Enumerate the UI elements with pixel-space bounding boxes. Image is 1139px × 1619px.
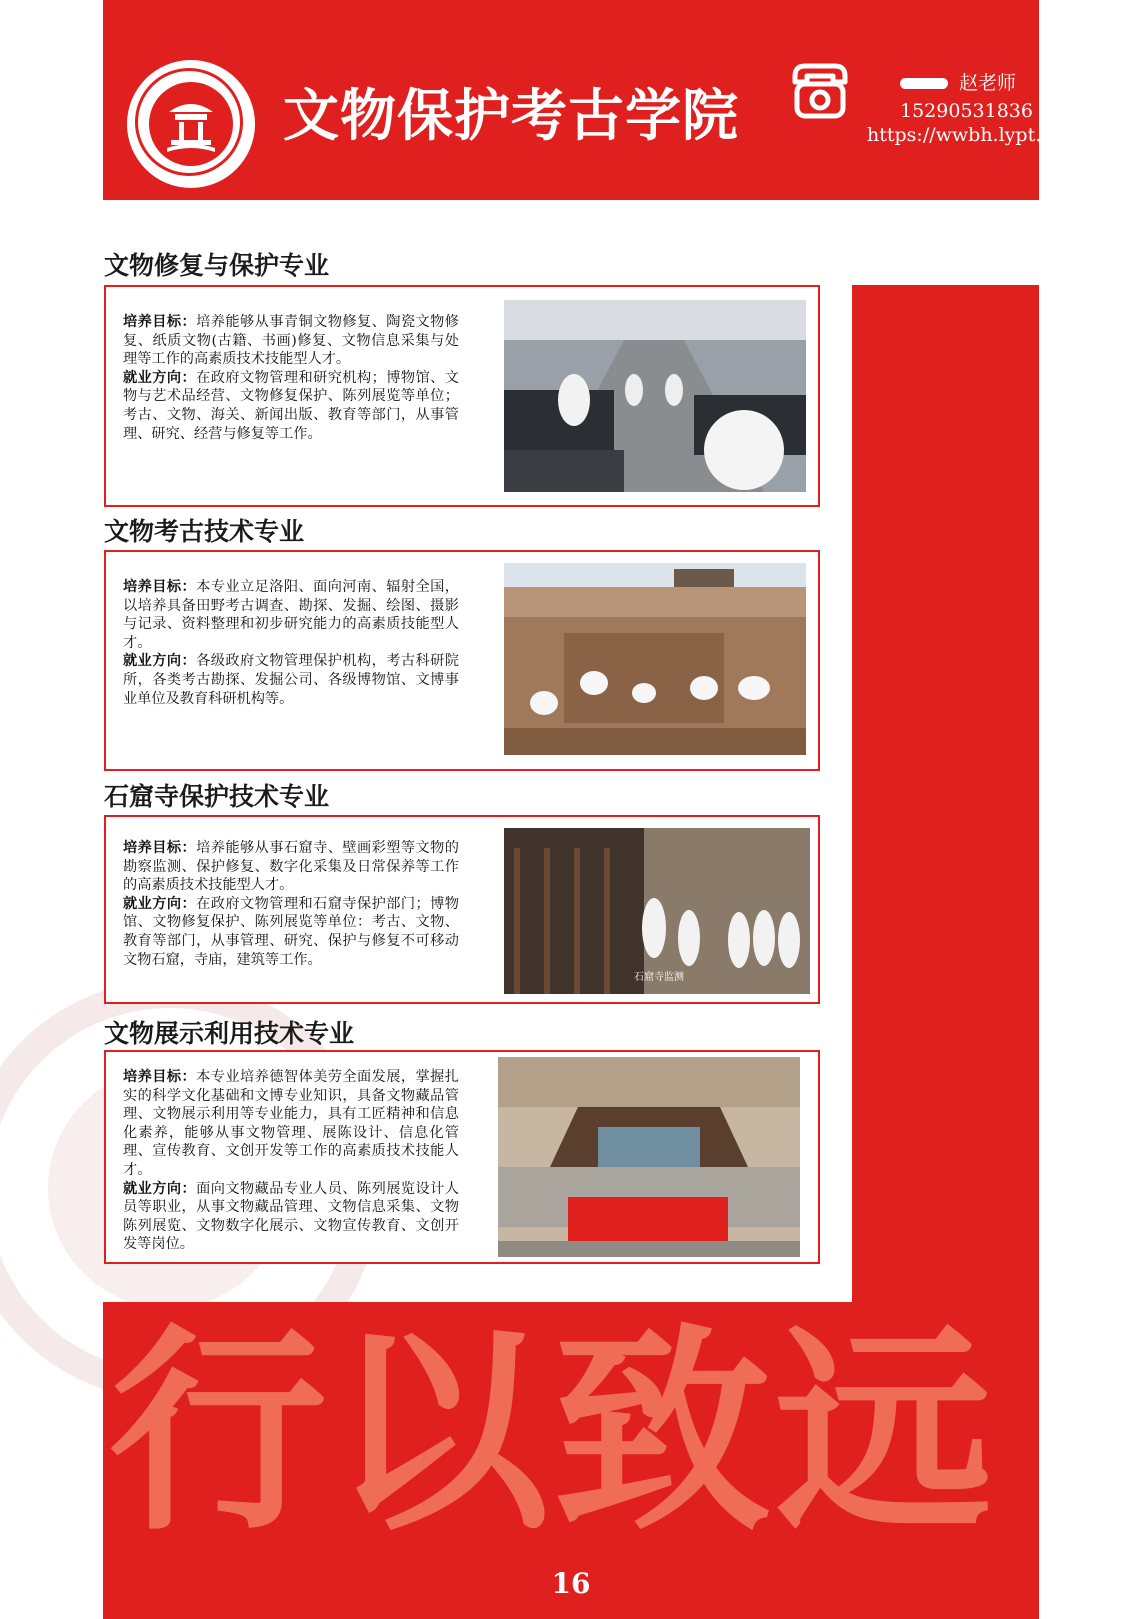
contact-url-link[interactable]: https://wwbh.lypt.edu.cn/ [867,124,1113,146]
card-grotto [104,815,820,1004]
photo-grotto-monitoring [504,828,810,994]
school-logo [127,60,255,188]
contact-dash [900,78,948,89]
career-label: 就业方向： [123,369,197,386]
card-exhibition [104,1050,820,1264]
photo-excavation-site [504,563,806,755]
side-red-band [852,285,1039,1310]
section-title-restoration: 文物修复与保护专业 [104,251,330,280]
photo-restoration-lab [504,300,806,492]
career-text: 在政府文物管理和研究机构；博物馆、文物与艺术品经营、文物修复保护、陈列展览等单位；考古、文物、海关、新闻出版、教育等部门，从事管理、研究、经营与修复等工作。 [123,369,459,442]
telephone-icon [789,62,851,120]
card-archaeology [104,550,820,771]
slogan-text: 行以致远 [109,1304,997,1560]
goal-text: 本专业培养德智体美劳全面发展，掌握扎实的科学文化基础和文博专业知识，具备文物藏品管理、文物展示利用等专业能力，具有工匠精神和信息化素养，能够从事文物管理、展陈设计、信息化管理、宣传教育、文创开发等工作的高素质技术技能人才。 [123,1069,459,1178]
card-restoration [104,285,820,507]
career-label: 就业方向： [123,895,197,912]
contact-name: 赵老师 [959,72,1017,94]
career-text: 各级政府文物管理保护机构，考古科研院所，各类考古勘探、发掘公司、各级博物馆、文博事业单位及教育科研机构等。 [123,653,459,707]
goal-text: 培养能够从事石窟寺、壁画彩塑等文物的勘察监测、保护修复、数字化采集及日常保养等工作的高素质技术技能型人才。 [123,840,459,894]
goal-label: 培养目标： [123,1069,197,1085]
card-text-exhibition [123,1068,459,1254]
logo-emblem [149,82,233,166]
section-title-archaeology: 文物考古技术专业 [104,517,305,546]
card-text-grotto [123,839,459,969]
section-title-grotto: 石窟寺保护技术专业 [104,782,330,811]
goal-label: 培养目标： [123,314,197,330]
goal-text: 培养能够从事青铜文物修复、陶瓷文物修复、纸质文物(古籍、书画)修复、文物信息采集与处理等工作的高素质技术技能型人才。 [123,314,459,368]
page-number: 16 [551,1567,591,1600]
section-title-exhibition: 文物展示利用技术专业 [104,1019,355,1048]
school-name: 文物保护考古学院 [283,83,739,149]
career-text: 面向文物藏品专业人员、陈列展览设计人员等职业，从事文物藏品管理、文物信息采集、文物陈列展览、文物数字化展示、文物宣传教育、文创开发等岗位。 [123,1180,459,1253]
card-text-restoration [123,313,459,443]
photo-museum-group [498,1057,800,1257]
card-text-archaeology [123,578,459,708]
footer-banner [103,1302,1039,1619]
goal-label: 培养目标： [123,579,197,595]
career-label: 就业方向： [123,653,197,670]
career-text: 在政府文物管理和石窟寺保护部门；博物馆、文物修复保护、陈列展览等单位：考古、文物、教育等部门，从事管理、研究、保护与修复不可移动文物石窟，寺庙，建筑等工作。 [123,895,459,968]
header-banner [103,0,1113,200]
contact-phone: 15290531836 [900,100,1033,122]
career-label: 就业方向： [123,1180,197,1197]
goal-label: 培养目标： [123,840,197,856]
goal-text: 本专业立足洛阳、面向河南、辐射全国，以培养具备田野考古调查、勘探、发掘、绘图、摄影与记录、资料整理和初步研究能力的高素质技能型人才。 [123,579,459,651]
photo-caption: 石窟寺监测 [634,972,684,983]
